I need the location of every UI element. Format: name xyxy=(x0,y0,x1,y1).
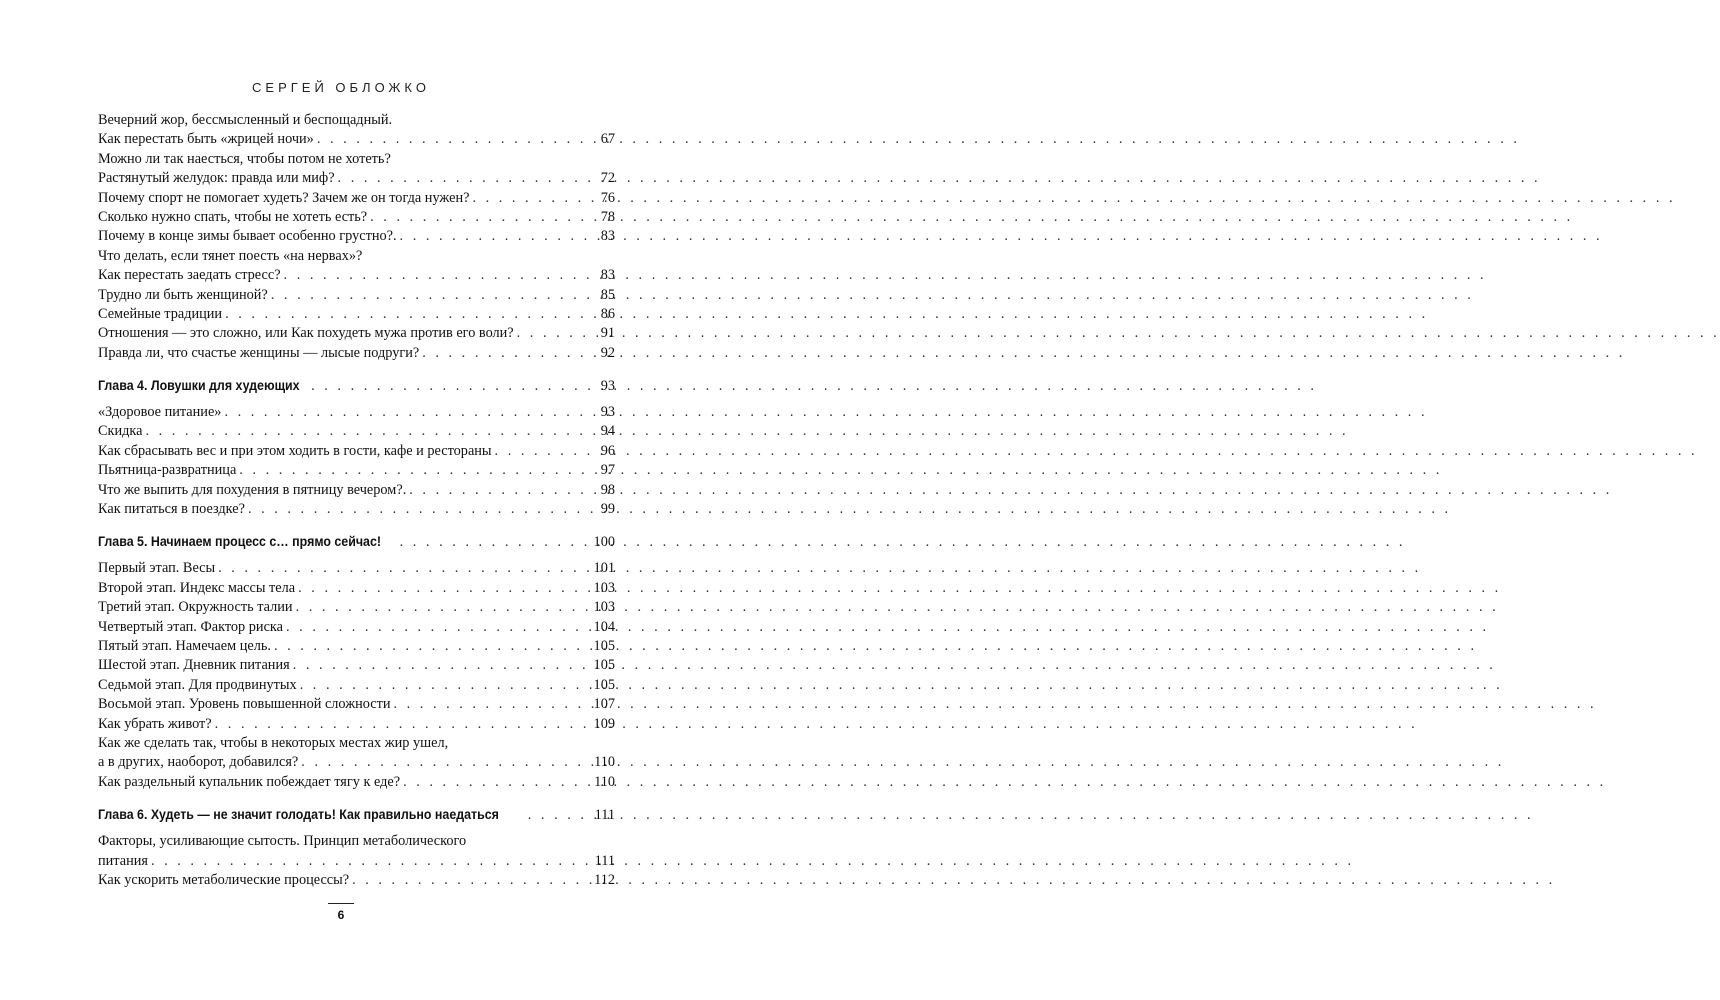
toc-entry-title: Как перестать заедать стресс? xyxy=(98,267,281,284)
toc-entry-title: Трудно ли быть женщиной? xyxy=(98,286,268,303)
dot-leader xyxy=(271,286,598,305)
toc-entry-page-number: 110 xyxy=(594,773,615,790)
chapter-title: Глава 4. Ловушки для худеющих xyxy=(98,378,300,394)
toc-entry xyxy=(98,422,615,441)
toc-entry-title: Как перестать быть «жрицей ночи» xyxy=(98,131,314,148)
toc-entry-title: Факторы, усиливающие сытость. Принцип метаболического xyxy=(98,833,467,850)
dot-leader xyxy=(145,422,597,441)
chapter-page-number: 100 xyxy=(593,534,615,551)
toc-entry-title: Как раздельный купальник побеждает тягу к еде? xyxy=(98,773,401,790)
toc-entry-title: Как же сделать так, чтобы в некоторых местах жир ушел, xyxy=(98,734,449,751)
dot-leader xyxy=(394,695,591,714)
dot-leader xyxy=(370,208,598,227)
toc-entry-title: Восьмой этап. Уровень повышенной сложности xyxy=(98,696,391,713)
toc-entry-page-number: 107 xyxy=(593,696,615,713)
toc-entry xyxy=(98,832,615,851)
page-number: 6 xyxy=(337,908,345,922)
dot-leader xyxy=(400,531,591,553)
toc-entry-page-number: 103 xyxy=(593,579,615,596)
dot-leader xyxy=(528,804,592,826)
dot-leader xyxy=(274,637,591,656)
toc-entry-title: Растянутый желудок: правда или миф? xyxy=(98,170,335,187)
toc-entry-title: Шестой этап. Дневник питания xyxy=(98,657,290,674)
toc-entry-title: а в других, наоборот, добавился? xyxy=(98,754,299,771)
dot-leader xyxy=(517,324,598,343)
dot-leader xyxy=(215,715,591,734)
toc-entry-title: Сколько нужно спать, чтобы не хотеть есть? xyxy=(98,208,368,225)
toc-entry xyxy=(98,734,615,753)
toc-entry-page-number: 101 xyxy=(593,560,615,577)
toc-entry xyxy=(98,189,615,208)
dot-leader xyxy=(472,189,597,208)
toc-entry xyxy=(98,753,615,772)
dot-leader xyxy=(218,559,590,578)
toc-entry-page-number: 78 xyxy=(600,208,615,225)
toc-entry-title: Первый этап. Весы xyxy=(98,560,216,577)
chapter-page-number: 111 xyxy=(594,807,615,824)
toc-entry xyxy=(98,773,615,792)
toc-entry-page-number: 103 xyxy=(593,599,615,616)
chapter-5-heading xyxy=(98,531,615,553)
folio-rule xyxy=(328,903,354,904)
toc-group-b xyxy=(98,403,615,519)
dot-leader xyxy=(352,871,591,890)
toc-entry-title: Можно ли так наесться, чтобы потом не хотеть? xyxy=(98,150,391,167)
toc-entry-title: Почему спорт не помогает худеть? Зачем же он тогда нужен? xyxy=(98,189,470,206)
toc-entry xyxy=(98,403,615,422)
toc-entry-title: Что же выпить для похудения в пятницу вечером?. xyxy=(98,481,407,498)
toc-group-c xyxy=(98,559,615,792)
running-head: СЕРГЕЙ ОБЛОЖКО xyxy=(252,80,430,95)
toc-entry-page-number: 105 xyxy=(593,637,615,654)
toc-entry xyxy=(98,637,615,656)
toc-entry-title: Второй этап. Индекс массы тела xyxy=(98,579,296,596)
dot-leader xyxy=(239,461,597,480)
dot-leader xyxy=(311,375,598,397)
toc-entry-page-number: 111 xyxy=(594,852,615,869)
dot-leader xyxy=(495,442,598,461)
table-of-contents xyxy=(98,111,615,890)
toc-entry xyxy=(98,695,615,714)
toc-entry-title: Как ускорить метаболические процессы? xyxy=(98,871,350,888)
chapter-page-number: 93 xyxy=(600,378,615,395)
toc-entry-page-number: 83 xyxy=(600,267,615,284)
toc-entry xyxy=(98,871,615,890)
toc-entry-page-number: 99 xyxy=(600,501,615,518)
dot-leader xyxy=(151,852,592,871)
toc-entry xyxy=(98,442,615,461)
toc-entry xyxy=(98,852,615,871)
dot-leader xyxy=(284,266,598,285)
chapter-title: Глава 5. Начинаем процесс с… прямо сейчас! xyxy=(98,534,382,550)
toc-entry-title: Что делать, если тянет поесть «на нервах»? xyxy=(98,247,363,264)
toc-entry-page-number: 67 xyxy=(600,131,615,148)
toc-entry-page-number: 105 xyxy=(593,657,615,674)
toc-entry-title: Как питаться в поездке? xyxy=(98,501,245,518)
chapter-title: Глава 6. Худеть — не значит голодать! Как правильно наедаться xyxy=(98,807,499,823)
chapter-6-heading xyxy=(98,804,615,826)
toc-entry xyxy=(98,286,615,305)
toc-entry-page-number: 110 xyxy=(594,754,615,771)
toc-entry xyxy=(98,715,615,734)
toc-entry-page-number: 85 xyxy=(600,286,615,303)
toc-entry xyxy=(98,305,615,324)
toc-entry-title: Правда ли, что счастье женщины — лысые подруги? xyxy=(98,344,420,361)
toc-entry-page-number: 97 xyxy=(600,462,615,479)
dot-leader xyxy=(409,481,597,500)
toc-entry xyxy=(98,579,615,598)
toc-entry-page-number: 92 xyxy=(600,344,615,361)
toc-entry-title: Седьмой этап. Для продвинутых xyxy=(98,676,297,693)
toc-group-d xyxy=(98,832,615,890)
toc-entry-title: Скидка xyxy=(98,423,143,440)
toc-entry-page-number: 91 xyxy=(600,325,615,342)
toc-entry-title: Семейные традиции xyxy=(98,305,223,322)
toc-entry xyxy=(98,618,615,637)
toc-entry xyxy=(98,598,615,617)
toc-group-a xyxy=(98,111,615,363)
toc-entry-page-number: 86 xyxy=(600,305,615,322)
dot-leader xyxy=(301,753,591,772)
toc-entry xyxy=(98,324,615,343)
toc-entry-page-number: 94 xyxy=(600,423,615,440)
dot-leader xyxy=(225,305,598,324)
toc-entry-page-number: 98 xyxy=(600,481,615,498)
toc-entry xyxy=(98,676,615,695)
toc-entry-title: Как сбрасывать вес и при этом ходить в гости, кафе и рестораны xyxy=(98,442,492,459)
toc-entry-page-number: 104 xyxy=(593,618,615,635)
toc-entry-title: Пьятница-развратница xyxy=(98,462,237,479)
toc-entry-title: Отношения — это сложно, или Как похудеть мужа против его воли? xyxy=(98,325,514,342)
toc-entry xyxy=(98,130,615,149)
dot-leader xyxy=(422,344,597,363)
dot-leader xyxy=(317,130,598,149)
toc-entry xyxy=(98,656,615,675)
toc-entry-title: Почему в конце зимы бывает особенно грустно?. xyxy=(98,228,397,245)
dot-leader xyxy=(296,598,591,617)
dot-leader xyxy=(298,579,590,598)
toc-entry xyxy=(98,208,615,227)
toc-entry-page-number: 96 xyxy=(600,442,615,459)
toc-entry-page-number: 112 xyxy=(594,871,615,888)
dot-leader xyxy=(286,618,591,637)
toc-entry-title: питания xyxy=(98,852,148,869)
toc-entry-page-number: 93 xyxy=(600,404,615,421)
toc-entry xyxy=(98,169,615,188)
toc-entry xyxy=(98,344,615,363)
chapter-4-heading xyxy=(98,375,615,397)
dot-leader xyxy=(338,169,598,188)
toc-entry xyxy=(98,461,615,480)
toc-entry xyxy=(98,227,615,246)
dot-leader xyxy=(300,676,591,695)
toc-entry-page-number: 109 xyxy=(593,715,615,732)
book-page xyxy=(0,0,682,1000)
toc-entry xyxy=(98,500,615,519)
toc-entry xyxy=(98,481,615,500)
toc-entry-title: Пятый этап. Намечаем цель. xyxy=(98,637,271,654)
dot-leader xyxy=(224,403,597,422)
toc-entry xyxy=(98,266,615,285)
dot-leader xyxy=(400,227,598,246)
toc-entry xyxy=(98,559,615,578)
toc-entry-title: Четвертый этап. Фактор риска xyxy=(98,618,284,635)
dot-leader xyxy=(293,656,591,675)
toc-entry-title: «Здоровое питание» xyxy=(98,404,222,421)
dot-leader xyxy=(403,773,591,792)
toc-entry-title: Вечерний жор, бессмысленный и беспощадный. xyxy=(98,112,393,128)
toc-entry-page-number: 83 xyxy=(600,228,615,245)
toc-entry-page-number: 76 xyxy=(600,189,615,206)
toc-entry xyxy=(98,247,615,266)
toc-entry-title: Третий этап. Окружность талии xyxy=(98,599,293,616)
toc-entry-page-number: 72 xyxy=(600,170,615,187)
toc-entry xyxy=(98,111,615,130)
dot-leader xyxy=(248,500,598,519)
toc-entry-page-number: 105 xyxy=(593,676,615,693)
toc-entry-title: Как убрать живот? xyxy=(98,715,212,732)
toc-entry xyxy=(98,150,615,169)
